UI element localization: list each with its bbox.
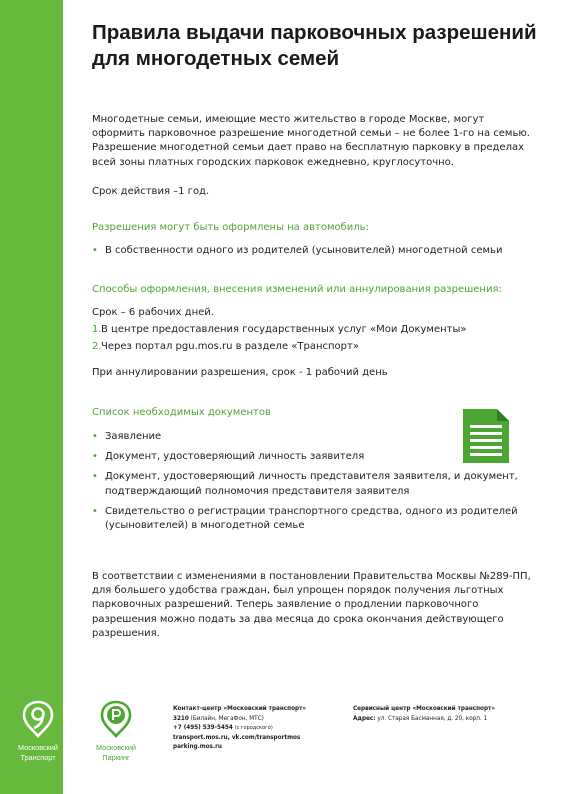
list-number: 1. <box>92 324 102 335</box>
contact-sites-1: transport.mos.ru, vk.com/transportmos <box>173 734 301 741</box>
page <box>18 0 567 794</box>
contact-short-line <box>173 715 343 725</box>
list-item: • В собственности одного из родителей (усыновителей) многодетной семьи <box>92 244 532 258</box>
list-text: Через портал pgu.mos.ru в разделе «Транспорт» <box>101 341 359 353</box>
contact-phone: +7 (495) 539-5454 <box>173 725 233 731</box>
methods-heading: Способы оформления, внесения изменений или аннулирования разрешения: <box>92 284 502 295</box>
list-item: • Свидетельство о регистрации транспортного средства, одного из родителей (усыновителей) в многодетной семье <box>92 505 522 533</box>
vehicle-list <box>92 244 532 264</box>
green-sidebar <box>0 0 63 794</box>
transport-logo-line2: Транспорт <box>20 753 56 762</box>
service-title: Сервисный центр «Московский транспорт» <box>353 706 495 712</box>
methods-list <box>92 323 532 357</box>
parking-logo-line1: Московский <box>96 743 136 752</box>
list-item: • Документ, удостоверяющий личность заявителя <box>92 450 522 464</box>
contact-short: 3210 <box>173 715 189 722</box>
document-icon <box>461 407 511 465</box>
service-address-line <box>353 715 563 725</box>
service-center-info <box>353 705 563 724</box>
vehicle-heading: Разрешения могут быть оформлены на автомобиль: <box>92 222 369 233</box>
list-item: • Заявление <box>92 430 522 444</box>
contact-short-note: (Билайн, МегаФон, МТС) <box>190 715 264 722</box>
footer <box>18 700 567 780</box>
contact-center-info <box>173 705 343 753</box>
cancel-note: При аннулировании разрешения, срок - 1 рабочий день <box>92 367 388 378</box>
documents-list <box>92 430 522 539</box>
transport-logo <box>8 700 68 764</box>
transport-logo-line1: Московский <box>18 743 58 752</box>
list-item: • Документ, удостоверяющий личность представителя заявителя, и документ, подтверждающий полномочия представителя заявителя <box>92 470 522 498</box>
parking-logo-line2: Паркинг <box>102 753 130 762</box>
closing-paragraph: В соответствии с изменениями в постановлении Правительства Москвы №289-ПП, для большего удобства граждан, был упрощен порядок получения льготных парковочных разрешений. Теперь заявление о продлении парковочного разрешения можно подать за два месяца до срока окончания действующего разрешения. <box>92 571 531 639</box>
page-title: Правила выдачи парковочных разрешений для многодетных семей <box>92 21 537 70</box>
contact-phone-line <box>173 724 343 734</box>
service-address: ул. Старая Басманная, д. 20, корп. 1 <box>377 715 488 722</box>
contact-phone-note: (с городского) <box>234 725 273 731</box>
validity-text: Срок действия –1 год. <box>92 186 210 197</box>
documents-heading: Список необходимых документов <box>92 407 271 418</box>
list-number: 2. <box>92 341 102 353</box>
parking-logo-icon <box>99 700 133 738</box>
methods-term: Срок – 6 рабочих дней. <box>92 307 214 318</box>
list-item <box>92 323 532 337</box>
intro-paragraph: Многодетные семьи, имеющие место жительство в городе Москве, могут оформить парковочное разрешение многодетной семьи – не более 1-го на семью. Разрешение многодетной семьи дает право на бесплатную парковку в пределах всей зоны платных городских парковок ежедневно, круглосуточно. <box>92 114 530 168</box>
parking-logo <box>86 700 146 764</box>
list-item <box>92 340 532 354</box>
contact-title: Контакт-центр «Московский транспорт» <box>173 706 307 712</box>
service-address-label: Адрес: <box>353 715 376 722</box>
list-text: В центре предоставления государственных услуг «Мои Документы» <box>101 324 467 335</box>
transport-logo-icon <box>21 700 55 738</box>
contact-sites-2: parking.mos.ru <box>173 744 222 750</box>
